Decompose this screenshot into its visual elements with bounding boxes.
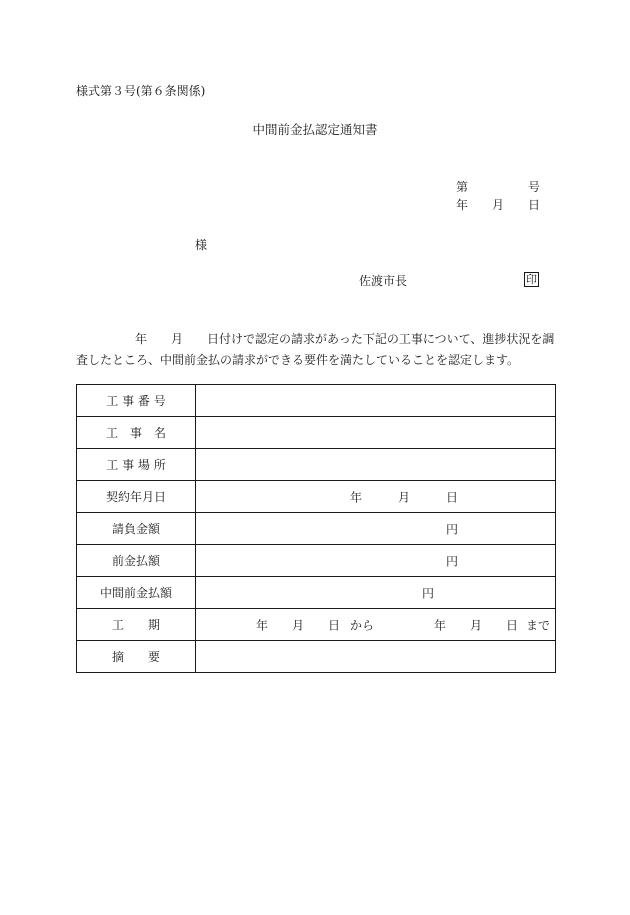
issuer-name: 佐渡市長 <box>359 274 408 288</box>
table-row <box>77 417 556 449</box>
recipient-suffix: 様 <box>195 238 208 252</box>
period-to-day: 日 <box>506 618 519 632</box>
period-from-day: 日 <box>328 618 341 632</box>
period-from-label: から <box>350 618 375 632</box>
period-to-month: 月 <box>470 618 483 632</box>
number-prefix: 第 <box>456 180 469 194</box>
row-label-work-name: 工 事 名 <box>77 417 196 449</box>
work-name-field <box>196 417 556 449</box>
contract-month: 月 <box>398 490 411 504</box>
notice-body-line-2: 査したところ、中間前金払の請求ができる要件を満たしていることを認定します。 <box>76 353 520 367</box>
row-label-work-location: 工 事 場 所 <box>77 449 196 481</box>
issue-date-line <box>456 199 540 211</box>
period-from-month: 月 <box>292 618 305 632</box>
interim-advance-amount-unit: 円 <box>422 586 435 600</box>
row-label-remarks: 摘 要 <box>77 641 196 673</box>
row-label-work-period: 工 期 <box>77 609 196 641</box>
seal-mark: 印 <box>526 273 537 286</box>
table-row <box>77 449 556 481</box>
contract-amount-unit: 円 <box>446 522 459 536</box>
table-row <box>77 545 556 577</box>
table-row <box>77 641 556 673</box>
document-number-line <box>456 181 540 193</box>
work-location-field <box>196 449 556 481</box>
table-row <box>77 385 556 417</box>
period-to-label: まで <box>526 618 551 632</box>
table-row <box>77 609 556 641</box>
remarks-field <box>196 641 556 673</box>
issue-date-month: 月 <box>491 198 504 212</box>
period-to-year: 年 <box>434 618 447 632</box>
work-number-field <box>196 385 556 417</box>
contract-year: 年 <box>350 490 363 504</box>
body-line1-rest: 日付けで認定の請求があった下記の工事について、進捗状況を調 <box>207 332 555 346</box>
body-month: 月 <box>171 332 184 346</box>
issue-date-day: 日 <box>527 198 540 212</box>
row-label-contract-amount: 請負金額 <box>77 513 196 545</box>
contract-amount-field <box>196 513 556 545</box>
table-row <box>77 577 556 609</box>
notice-body-line-1 <box>76 329 556 350</box>
table-row <box>77 481 556 513</box>
row-label-work-number: 工 事 番 号 <box>77 385 196 417</box>
body-year: 年 <box>135 332 148 346</box>
form-number: 様式第３号(第６条関係) <box>76 84 206 98</box>
notice-body <box>76 329 556 371</box>
contract-date-field <box>196 481 556 513</box>
work-detail-table <box>76 384 556 673</box>
contract-day: 日 <box>446 490 459 504</box>
advance-amount-unit: 円 <box>446 554 459 568</box>
row-label-advance-amount: 前金払額 <box>77 545 196 577</box>
document-title: 中間前金払認定通知書 <box>252 122 378 137</box>
work-period-field <box>196 609 556 641</box>
issue-date-year: 年 <box>456 198 469 212</box>
advance-amount-field <box>196 545 556 577</box>
period-from-year: 年 <box>256 618 269 632</box>
table-row <box>77 513 556 545</box>
interim-advance-amount-field <box>196 577 556 609</box>
row-label-contract-date: 契約年月日 <box>77 481 196 513</box>
row-label-interim-advance-amount: 中間前金払額 <box>77 577 196 609</box>
number-suffix: 号 <box>527 180 540 194</box>
